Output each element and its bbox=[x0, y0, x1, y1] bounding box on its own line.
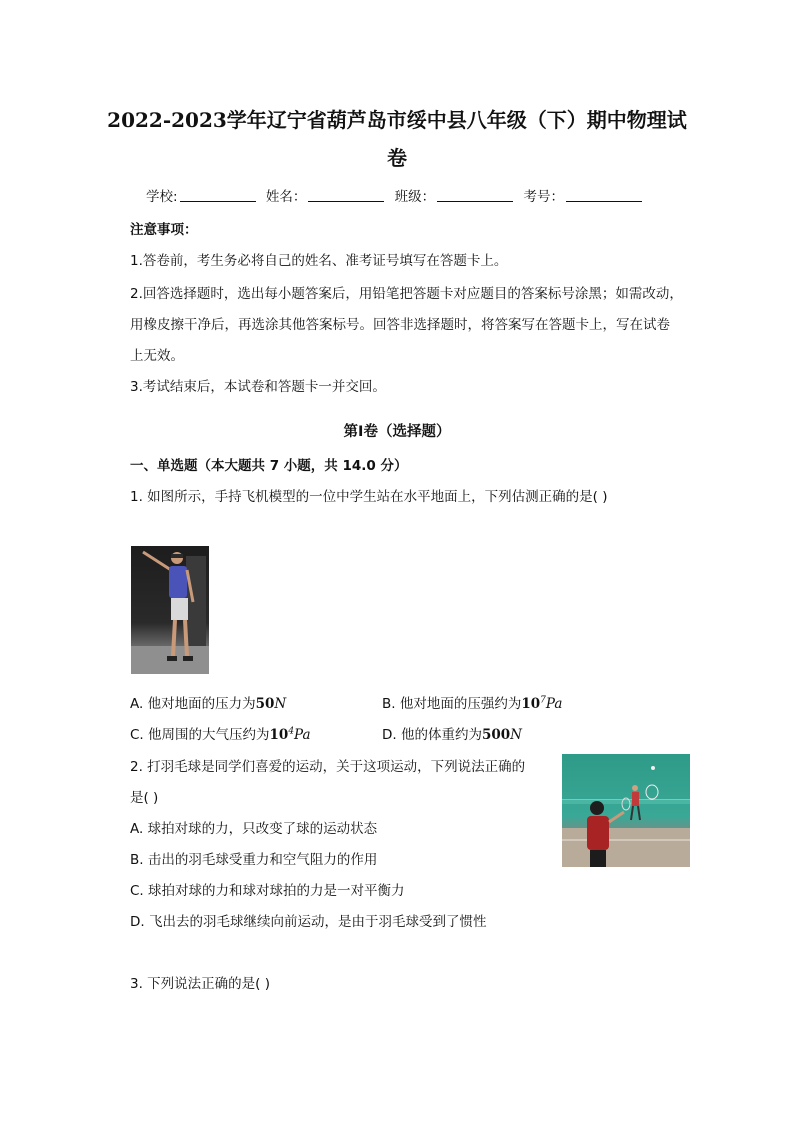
number-label: 考号： bbox=[523, 189, 564, 205]
part-heading: 一、单选题（本大题共 7 小题，共 14.0 分） bbox=[130, 458, 408, 474]
name-blank bbox=[308, 189, 384, 202]
q2-option-b: B. 击出的羽毛球受重力和空气阻力的作用 bbox=[130, 852, 378, 868]
notice-item-2-line2: 用橡皮擦干净后，再选涂其他答案标号。回答非选择题时，将答案写在答题卡上，写在试卷 bbox=[130, 317, 670, 333]
student-holding-plane-photo bbox=[131, 546, 209, 674]
q1-option-c: C. 他周围的大气压约为$10^4Pa$ bbox=[130, 726, 311, 743]
question-3-stem: 3. 下列说法正确的是( ) bbox=[130, 976, 270, 992]
question-1-stem: 1. 如图所示，手持飞机模型的一位中学生站在水平地面上，下列估测正确的是( ) bbox=[130, 489, 608, 505]
notice-item-3: 3.考试结束后，本试卷和答题卡一并交回。 bbox=[130, 379, 386, 395]
section-heading: 第I卷（选择题） bbox=[343, 424, 451, 440]
notice-item-2-line1: 2.回答选择题时，选出每小题答案后，用铅笔把答题卡对应题目的答案标号涂黑；如需改动， bbox=[130, 286, 683, 302]
q2-option-a: A. 球拍对球的力，只改变了球的运动状态 bbox=[130, 821, 378, 837]
school-blank bbox=[180, 189, 256, 202]
q1-option-a: A. 他对地面的压力为50N bbox=[130, 696, 287, 712]
exam-title-line1: 2022-2023学年辽宁省葫芦岛市绥中县八年级（下）期中物理试 bbox=[107, 108, 687, 132]
notice-item-2-line3: 上无效。 bbox=[130, 348, 184, 364]
question-2-stem-line2: 是( ) bbox=[130, 790, 159, 806]
question-2-stem-line1: 2. 打羽毛球是同学们喜爱的运动，关于这项运动，下列说法正确的 bbox=[130, 759, 526, 775]
q1-option-b: B. 他对地面的压强约为$10^7Pa$ bbox=[382, 695, 563, 712]
class-blank bbox=[437, 189, 513, 202]
name-label: 姓名： bbox=[265, 189, 307, 205]
school-label: 学校: bbox=[146, 189, 178, 205]
student-info-row bbox=[0, 185, 794, 205]
badminton-players-photo bbox=[562, 754, 690, 867]
notice-heading: 注意事项： bbox=[130, 222, 198, 238]
q2-option-c: C. 球拍对球的力和球对球拍的力是一对平衡力 bbox=[130, 883, 405, 899]
q1-option-d: D. 他的体重约为500N bbox=[382, 727, 522, 743]
number-blank bbox=[566, 189, 642, 202]
q2-option-d: D. 飞出去的羽毛球继续向前运动，是由于羽毛球受到了惯性 bbox=[130, 914, 487, 930]
class-label: 班级： bbox=[394, 189, 436, 205]
exam-title-line2: 卷 bbox=[387, 146, 407, 170]
notice-item-1: 1.答卷前，考生务必将自己的姓名、准考证号填写在答题卡上。 bbox=[130, 253, 508, 269]
